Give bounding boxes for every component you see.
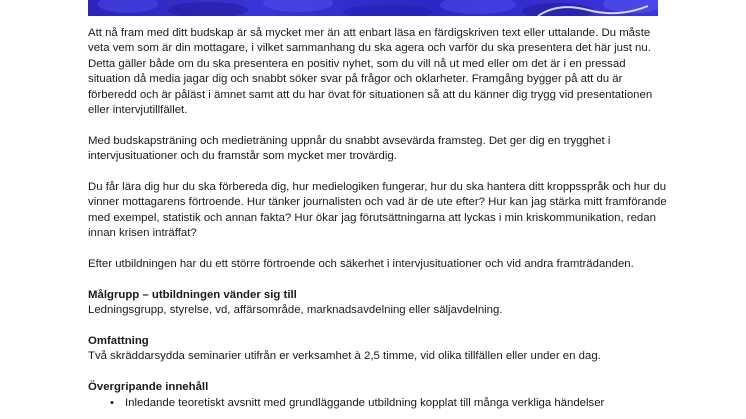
outcome-paragraph: Efter utbildningen har du ett större förtroende och säkerhet i intervjusituationer och vid andra framträdanden. (88, 258, 634, 271)
section-body-omfattning: Två skräddarsydda seminarier utifrån er verksamhet à 2,5 timme, vid olika tillfällen eller under en dag. (88, 350, 601, 363)
section-heading-malgrupp: Målgrupp – utbildningen vänder sig till (88, 288, 297, 301)
section-heading-omfattning: Omfattning (88, 335, 149, 348)
section-heading-innehall: Övergripande innehåll (88, 381, 209, 394)
content-bullet-list (88, 396, 668, 411)
document-body (88, 26, 668, 411)
bullet-icon: • (110, 396, 114, 409)
training-paragraph: Med budskapsträning och medieträning uppnår du snabbt avsevärda framsteg. Det ger dig en trygghet i intervjusituationer och du framstår som mycket mer trovärdig. (88, 134, 611, 163)
list-item-text: Inledande teoretiskt avsnitt med grundläggande utbildning kopplat till många verkliga händelser (125, 396, 605, 409)
learning-paragraph: Du får lära dig hur du ska förbereda dig, hur medielogiken fungerar, hur du ska hantera ditt kroppsspråk och hur du vinner mottagarens förtroende. Hur tänker journalisten och vad är de ute efter? Hur kan jag stärka mitt framförande med exempel, statistik och annan fakta? Hur ökar jag förutsättningarna att lyckas i min kriskommunikation, redan innan krisen inträffat? (88, 181, 667, 240)
section-body-malgrupp: Ledningsgrupp, styrelse, vd, affärsområde, marknadsavdelning eller säljavdelning. (88, 304, 503, 317)
list-item (88, 396, 668, 411)
intro-paragraph: Att nå fram med ditt budskap är så mycket mer än att enbart läsa en färdigskriven text eller uttalande. Du måste veta vem som är din mottagare, i vilket sammanhang du ska agera och varför du ska presentera det här just nu. Detta gäller både om du ska presentera en positiv nyhet, som du vill nå ut med eller om det är i en pressad situation då media jagar dig och snabbt söker svar på frågor och oklarheter. Framgång bygger på att du är förberedd och är påläst i ämnet samt att du har övat för situationen så att du känner dig trygg vid presentationen eller intervjutillfället. (88, 27, 653, 117)
banner-decoration (88, 0, 658, 16)
header-banner-image (88, 0, 658, 16)
